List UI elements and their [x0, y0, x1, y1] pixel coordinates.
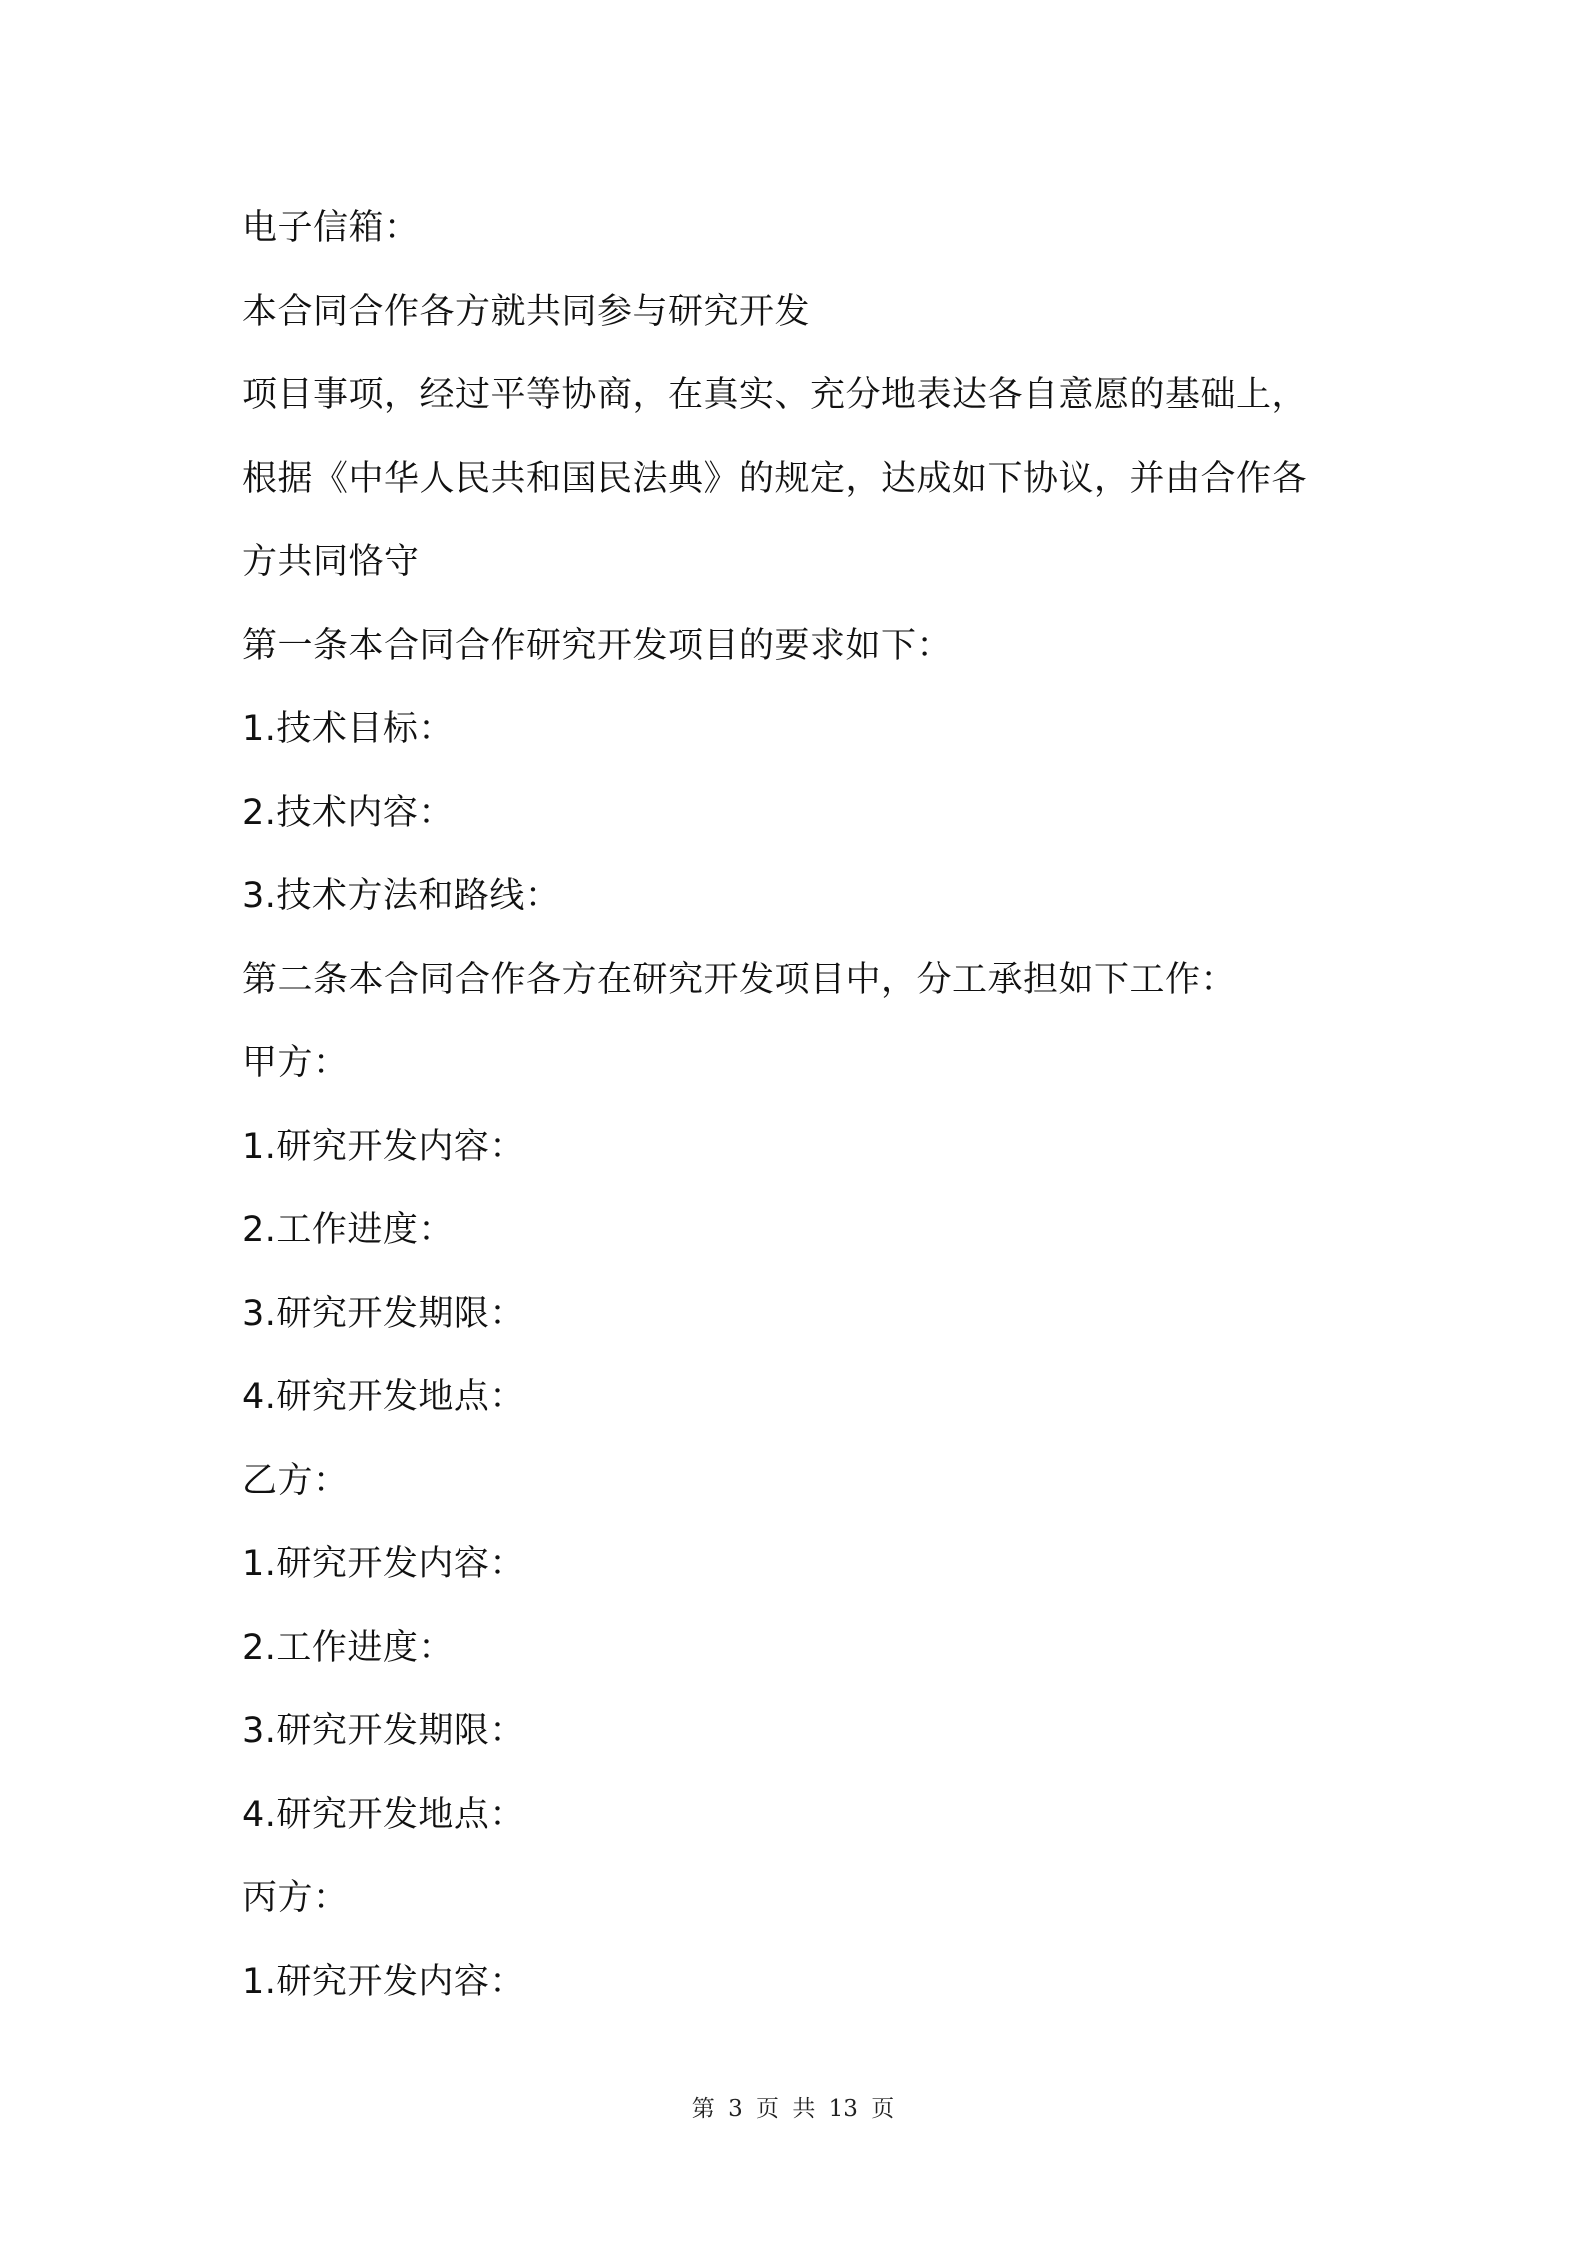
document-body — [242, 198, 1382, 2035]
page-number-footer: 第 3 页 共 13 页 — [691, 2096, 895, 2122]
email-label: 电子信箱： — [242, 208, 420, 248]
article-1-item-1: 1.技术目标： — [242, 709, 454, 749]
preamble-line-1: 本合同合作各方就共同参与研究开发 — [242, 291, 811, 332]
party-b-item-3: 3.研究开发期限： — [242, 1711, 525, 1751]
article-1-item-3: 3.技术方法和路线： — [242, 876, 561, 916]
party-a-item-4: 4.研究开发地点： — [242, 1377, 525, 1417]
party-b-item-1: 1.研究开发内容： — [242, 1544, 525, 1584]
preamble-line-3: 根据《中华人民共和国民法典》的规定，达成如下协议，并由合作各 — [242, 458, 1308, 499]
party-a-item-3: 3.研究开发期限： — [242, 1293, 525, 1334]
party-b-item-2: 2.工作进度： — [242, 1627, 454, 1668]
party-a-item-1: 1.研究开发内容： — [242, 1126, 525, 1167]
article-1-item-2: 2.技术内容： — [242, 792, 454, 833]
preamble-line-4: 方共同恪守 — [242, 542, 420, 582]
party-c-item-1: 1.研究开发内容： — [242, 1961, 525, 2002]
party-c-label: 丙方： — [242, 1878, 349, 1918]
party-a-item-2: 2.工作进度： — [242, 1210, 454, 1250]
party-b-label: 乙方： — [242, 1460, 349, 1501]
party-a-label: 甲方： — [242, 1043, 349, 1083]
preamble-line-2: 项目事项，经过平等协商，在真实、充分地表达各自意愿的基础上， — [242, 375, 1308, 415]
article-1-heading: 第一条本合同合作研究开发项目的要求如下： — [242, 625, 953, 666]
article-2-heading: 第二条本合同合作各方在研究开发项目中，分工承担如下工作： — [242, 959, 1237, 1000]
party-b-item-4: 4.研究开发地点： — [242, 1794, 525, 1835]
